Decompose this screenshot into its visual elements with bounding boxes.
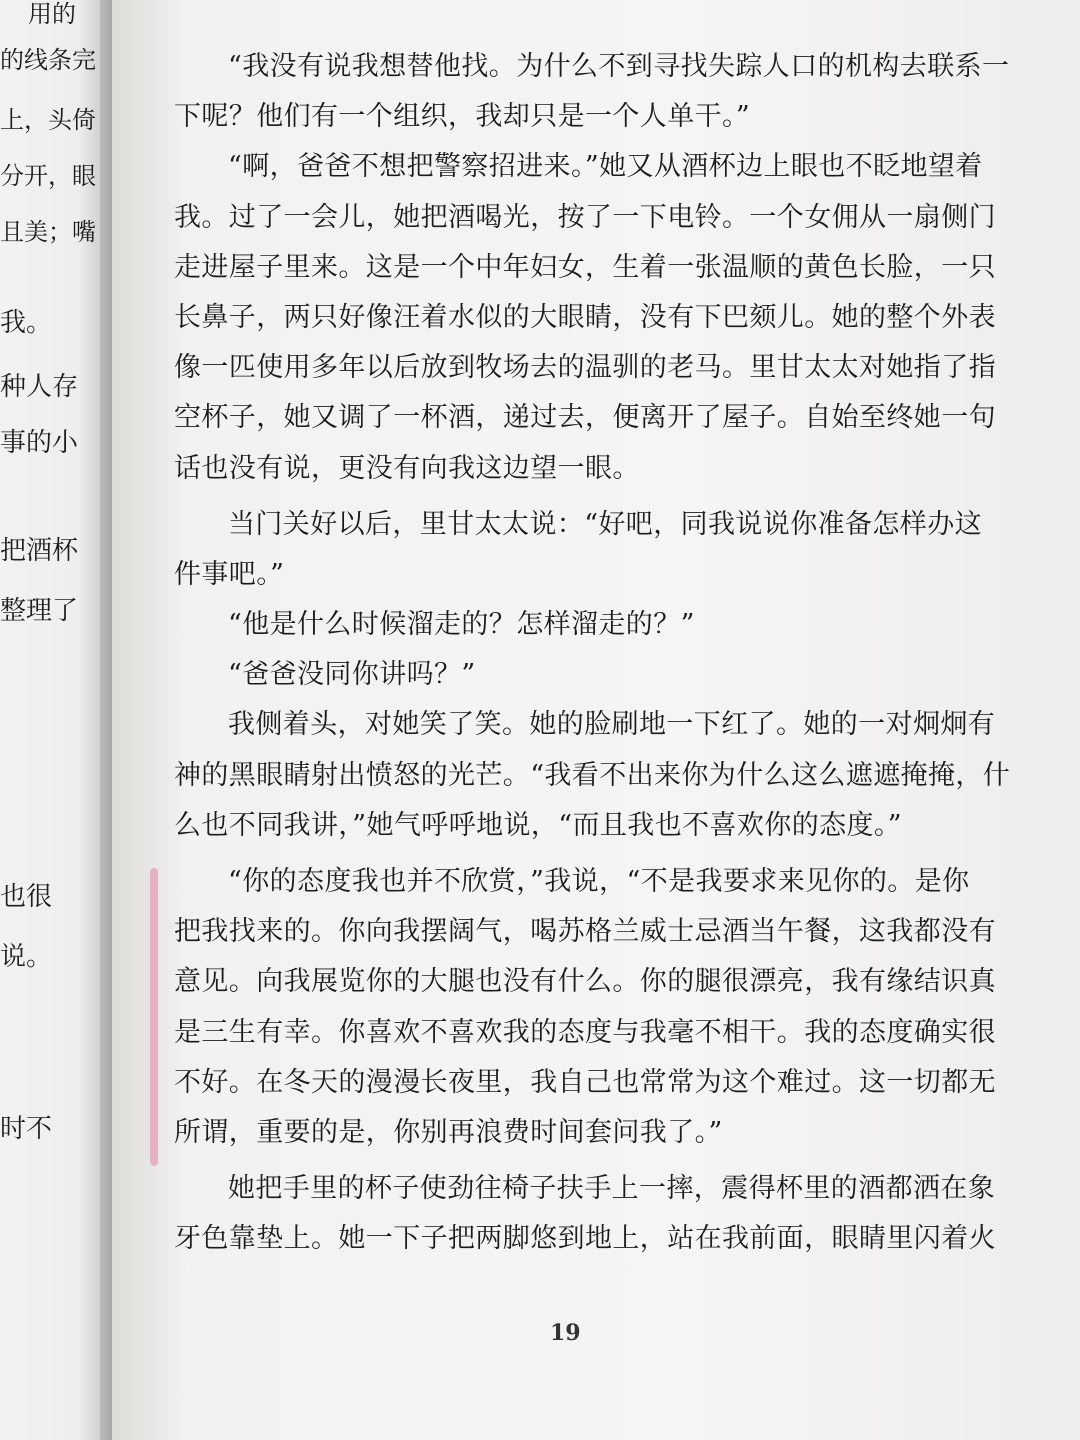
text-line: 意见。向我展览你的大腿也没有什么。你的腿很漂亮，我有缘结识真 — [174, 966, 996, 998]
text-line: 不好。在冬天的漫漫长夜里，我自己也常常为这个难过。这一切都无 — [174, 1066, 996, 1098]
text-line: 当门关好以后，里甘太太说：“好吧，同我说说你准备怎样办这 — [228, 508, 983, 540]
text-line: “他是什么时候溜走的？怎样溜走的？” — [228, 609, 695, 641]
page-number: 19 — [550, 1320, 581, 1346]
text-line: 件事吧。” — [174, 558, 285, 590]
text-line: 话也没有说，更没有向我这边望一眼。 — [174, 452, 640, 484]
previous-page-edge — [0, 0, 112, 1440]
text-line: 我侧着头，对她笑了笑。她的脸刷地一下红了。她的一对炯炯有 — [228, 709, 996, 741]
text-line: “啊，爸爸不想把警察招进来。”她又从酒杯边上眼也不眨地望着 — [228, 151, 983, 183]
text-line: 她把手里的杯子使劲往椅子扶手上一摔，震得杯里的酒都洒在象 — [228, 1173, 996, 1205]
left-fragment: 用的 — [28, 0, 76, 28]
text-line: “你的态度我也并不欣赏，”我说，“不是我要求来见你的。是你 — [228, 866, 970, 897]
text-line: 神的黑眼睛射出愤怒的光芒。“我看不出来你为什么这么遮遮掩掩，什 — [174, 759, 1011, 791]
text-line: 把我找来的。你向我摆阔气，喝苏格兰威士忌酒当午餐，这我都没有 — [174, 916, 996, 948]
text-line: “爸爸没同你讲吗？” — [228, 659, 476, 691]
left-fragment: 事的小 — [0, 428, 79, 458]
left-fragment: 整理了 — [0, 596, 79, 626]
left-fragment: 我。 — [0, 308, 53, 338]
book-page — [112, 0, 1080, 1440]
left-fragment: 的线条完 — [0, 46, 96, 74]
text-line: 走进屋子里来。这是一个中年妇女，生着一张温顺的黄色长脸，一只 — [174, 251, 996, 283]
page-text — [174, 42, 1011, 1265]
text-line: 所谓，重要的是，你别再浪费时间套问我了。” — [174, 1116, 723, 1148]
left-fragment: 也很 — [0, 882, 53, 912]
text-line: 像一匹使用多年以后放到牧场去的温驯的老马。里甘太太对她指了指 — [174, 352, 996, 384]
left-fragment: 且美；嘴 — [0, 218, 96, 246]
left-fragment: 上，头倚 — [0, 106, 96, 134]
text-line: 牙色靠垫上。她一下子把两脚悠到地上，站在我前面，眼睛里闪着火 — [174, 1223, 996, 1255]
text-line: 我。过了一会儿，她把酒喝光，按了一下电铃。一个女佣从一扇侧门 — [174, 201, 996, 233]
left-fragment: 种人存 — [0, 372, 79, 402]
left-fragment: 把酒杯 — [0, 536, 79, 566]
highlight-marker-line — [150, 868, 158, 1166]
text-line: 长鼻子，两只好像汪着水似的大眼睛，没有下巴颏儿。她的整个外表 — [174, 301, 996, 333]
text-line: 下呢？他们有一个组织，我却只是一个人单干。” — [174, 101, 751, 133]
left-fragment: 分开，眼 — [0, 162, 96, 190]
left-fragment: 说。 — [0, 942, 53, 972]
text-line: “我没有说我想替他找。为什么不到寻找失踪人口的机构去联系一 — [228, 51, 1010, 82]
left-fragment: 时不 — [0, 1114, 53, 1144]
text-line: 么也不同我讲，”她气呼呼地说，“而且我也不喜欢你的态度。” — [174, 809, 903, 841]
text-line: 空杯子，她又调了一杯酒，递过去，便离开了屋子。自始至终她一句 — [174, 402, 996, 434]
text-line: 是三生有幸。你喜欢不喜欢我的态度与我毫不相干。我的态度确实很 — [174, 1016, 996, 1048]
